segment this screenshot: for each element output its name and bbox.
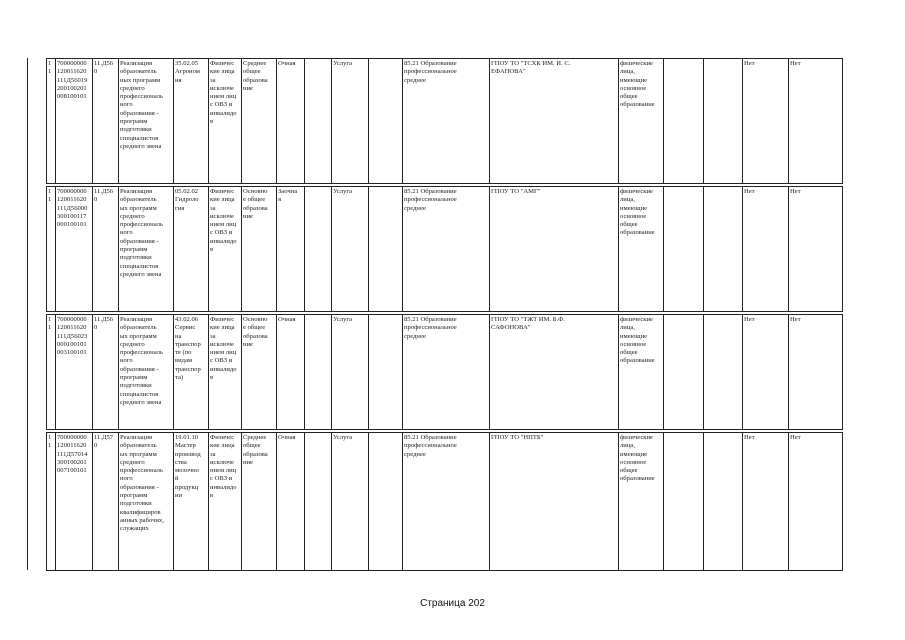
registry-code-cell-text: 700000000 120011620 111Д56019 200100201 008100101: [57, 60, 88, 101]
section-code-cell-text: 11.Д56 0: [94, 60, 114, 76]
okved-cell: [403, 59, 490, 184]
program-title-cell-text: Реализация образователь ых программ среднего профессиональ ного образования - программ подготовки специалистов среднего звена: [120, 188, 163, 278]
consumer-category-cell: [209, 59, 242, 184]
flag-cell: [789, 187, 843, 312]
specialty-cell-text: 19.01.10 Мастер производ ства молочно й продукц ии: [175, 434, 201, 500]
flag-cell-text: Нет: [744, 316, 755, 323]
row-number-text: 11: [48, 434, 52, 450]
service-type-cell: [332, 315, 369, 430]
institution-cell-text: ГПОУ ТО "ТЖТ ИМ. Б.Ф. САФОНОВА": [491, 316, 566, 332]
empty-cell: [369, 59, 403, 184]
consumers-cell-text: физические лица, имеющие основное общее образование: [620, 434, 655, 483]
specialty-cell: [174, 187, 209, 312]
specialty-cell-text: 05.02.02 Гидроло гия: [175, 188, 199, 212]
consumer-category-cell: [209, 433, 242, 571]
okved-cell-text: 85.21 Образование профессиональное среднее: [404, 60, 457, 84]
registry-code-cell-text: 700000000 120011620 111Д56023 000100101 003100101: [57, 316, 88, 357]
education-level-cell: [242, 433, 277, 571]
row-number: [47, 187, 56, 312]
empty-cell: [369, 315, 403, 430]
registry-code-cell-text: 700000000 120011620 111Д56000 300100117 000100101: [57, 188, 88, 229]
institution-cell-text: ГПОУ ТО "НПТБ": [491, 434, 544, 441]
study-form-cell-text: Заочна я: [278, 188, 298, 204]
section-code-cell: [93, 315, 119, 430]
flag-cell-text: Нет: [744, 60, 755, 67]
specialty-cell-text: 43.02.06 Сервис на транспор те (по видам транспор та): [175, 316, 201, 382]
flag-cell-text: Нет: [744, 434, 755, 441]
study-form-cell: [277, 59, 305, 184]
empty-cell: [305, 315, 332, 430]
consumers-cell: [619, 59, 664, 184]
education-level-cell-text: Среднее общее образова ние: [243, 60, 268, 92]
study-form-cell-text: Очная: [278, 434, 296, 441]
row-number: [47, 315, 56, 430]
program-title-cell: [119, 59, 174, 184]
empty-cell: [305, 59, 332, 184]
table-row: [47, 433, 843, 571]
consumers-cell-text: физические лица, имеющие основное общее образование: [620, 316, 655, 365]
institution-cell: [490, 59, 619, 184]
specialty-cell: [174, 59, 209, 184]
consumer-category-cell-text: Физичес кие лица за исключе нием лиц с ОВЗ и инвалидо в: [210, 316, 237, 382]
flag-cell-text: Нет: [790, 188, 801, 195]
study-form-cell-text: Очная: [278, 316, 296, 323]
consumers-cell: [619, 187, 664, 312]
flag-cell-text: Нет: [790, 60, 801, 67]
institution-cell: [490, 433, 619, 571]
empty-cell: [704, 187, 743, 312]
section-code-cell-text: 11.Д56 0: [94, 316, 114, 332]
flag-cell: [743, 433, 789, 571]
flag-cell: [789, 59, 843, 184]
flag-cell: [789, 433, 843, 571]
flag-cell: [743, 315, 789, 430]
education-level-cell: [242, 59, 277, 184]
study-form-cell: [277, 187, 305, 312]
program-title-cell: [119, 187, 174, 312]
row-number-text: 11: [48, 188, 52, 204]
flag-cell-text: Нет: [744, 188, 755, 195]
program-title-cell-text: Реализация образователь ных программ среднего профессиональ ного образования - программ подготовки специалистов среднего звена: [120, 60, 163, 150]
consumers-cell: [619, 433, 664, 571]
empty-cell: [704, 59, 743, 184]
specialty-cell: [174, 315, 209, 430]
empty-cell: [305, 433, 332, 571]
empty-cell: [664, 59, 704, 184]
study-form-cell: [277, 315, 305, 430]
program-title-cell: [119, 433, 174, 571]
okved-cell: [403, 187, 490, 312]
service-type-cell: [332, 433, 369, 571]
consumer-category-cell: [209, 315, 242, 430]
empty-cell: [704, 433, 743, 571]
empty-cell: [664, 433, 704, 571]
section-code-cell-text: 11.Д57 0: [94, 434, 114, 450]
education-level-cell: [242, 187, 277, 312]
education-level-cell-text: Среднее общее образова ние: [243, 434, 268, 466]
specialty-cell: [174, 433, 209, 571]
registry-code-cell: [56, 59, 93, 184]
study-form-cell-text: Очная: [278, 60, 296, 67]
service-type-cell-text: Услуга: [333, 60, 353, 67]
education-level-cell-text: Основно е общее образова ние: [243, 188, 268, 220]
okved-cell: [403, 433, 490, 571]
program-title-cell-text: Реализация образователь ых программ среднего профессиональ ного образования - программ подготовки квалифициров анных рабочих, служащих: [120, 434, 164, 533]
consumer-category-cell: [209, 187, 242, 312]
program-title-cell: [119, 315, 174, 430]
consumers-cell-text: физические лица, имеющие основное общее образование: [620, 188, 655, 237]
flag-cell-text: Нет: [790, 316, 801, 323]
consumer-category-cell-text: Физичес кие лица за исключе нием лиц с ОВЗ и инвалидо в: [210, 434, 237, 500]
section-code-cell: [93, 187, 119, 312]
okved-cell-text: 85.21 Образование профессиональное среднее: [404, 188, 457, 212]
flag-cell-text: Нет: [790, 434, 801, 441]
section-code-cell: [93, 59, 119, 184]
row-number-text: 11: [48, 316, 52, 332]
table-row: [47, 315, 843, 430]
flag-cell: [743, 187, 789, 312]
service-type-cell-text: Услуга: [333, 188, 353, 195]
service-type-cell-text: Услуга: [333, 316, 353, 323]
register-table: [46, 58, 843, 571]
page-number: Страница 202: [420, 598, 485, 609]
empty-cell: [664, 315, 704, 430]
service-type-cell-text: Услуга: [333, 434, 353, 441]
consumer-category-cell-text: Физичес кие лица за исключе нием лиц с ОВЗ и инвалидо в: [210, 188, 237, 254]
section-code-cell: [93, 433, 119, 571]
consumer-category-cell-text: Физичес кие лица за исключе нием лиц с ОВЗ и инвалидо в: [210, 60, 237, 126]
service-type-cell: [332, 187, 369, 312]
row-number: [47, 59, 56, 184]
specialty-cell-text: 35.02.05 Агроном ия: [175, 60, 200, 84]
okved-cell-text: 85.21 Образование профессиональное среднее: [404, 434, 457, 458]
institution-cell-text: ГПОУ ТО "ТСХК ИМ. И. С. ЕФАНОВА": [491, 60, 571, 76]
empty-cell: [664, 187, 704, 312]
section-code-cell-text: 11.Д56 0: [94, 188, 114, 204]
education-level-cell: [242, 315, 277, 430]
registry-code-cell: [56, 315, 93, 430]
education-level-cell-text: Основно е общее образова ние: [243, 316, 268, 348]
service-type-cell: [332, 59, 369, 184]
empty-cell: [704, 315, 743, 430]
row-number: [47, 433, 56, 571]
institution-cell: [490, 315, 619, 430]
registry-code-cell-text: 700000000 120011620 111Д57014 300100201 007100101: [57, 434, 88, 475]
table-row: [47, 59, 843, 184]
empty-cell: [305, 187, 332, 312]
empty-cell: [369, 433, 403, 571]
okved-cell: [403, 315, 490, 430]
row-number-text: 11: [48, 60, 52, 76]
registry-code-cell: [56, 433, 93, 571]
okved-cell-text: 85.21 Образование профессиональное среднее: [404, 316, 457, 340]
consumers-cell: [619, 315, 664, 430]
program-title-cell-text: Реализация образователь ых программ среднего профессиональ ного образования - программ подготовки специалистов среднего звена: [120, 316, 163, 406]
institution-cell: [490, 187, 619, 312]
table-row: [47, 187, 843, 312]
flag-cell: [789, 315, 843, 430]
page-frame-left-rule: [27, 58, 28, 570]
flag-cell: [743, 59, 789, 184]
consumers-cell-text: физические лица, имеющие основное общее образование: [620, 60, 655, 109]
empty-cell: [369, 187, 403, 312]
study-form-cell: [277, 433, 305, 571]
registry-code-cell: [56, 187, 93, 312]
institution-cell-text: ГПОУ ТО "АМГ": [491, 188, 541, 195]
